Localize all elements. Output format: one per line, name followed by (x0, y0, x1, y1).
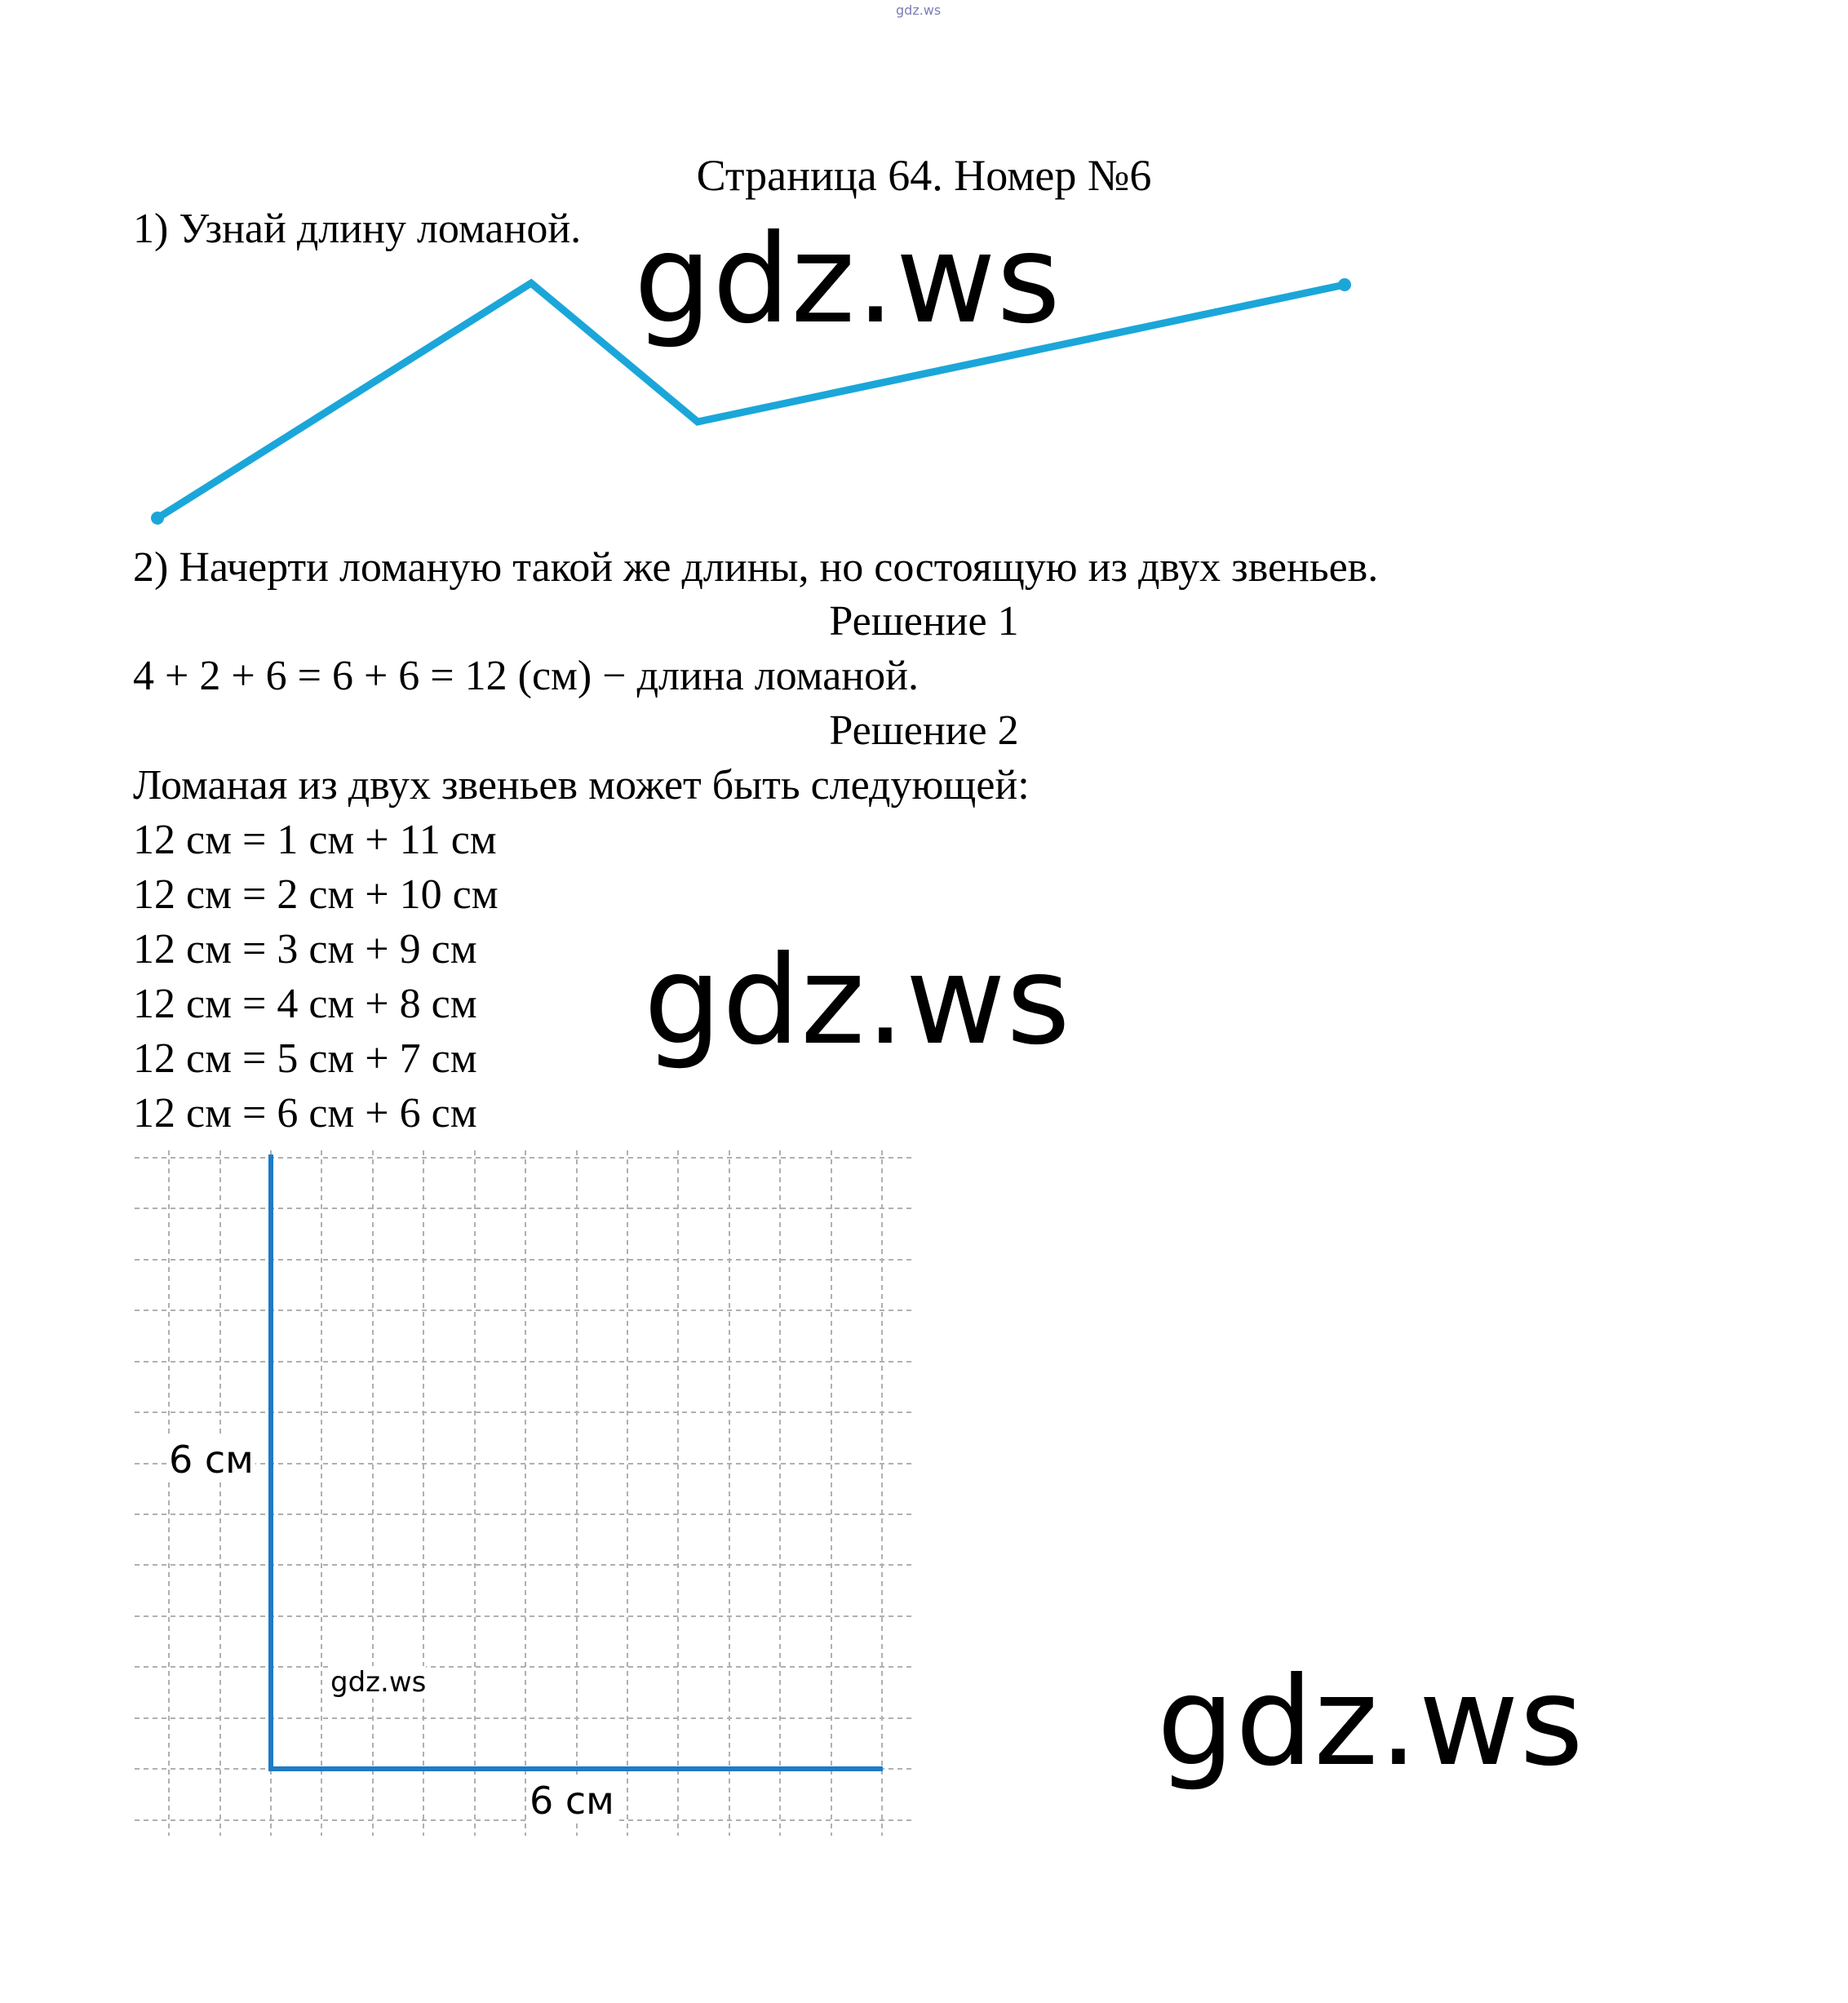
solution-2-line: 12 см = 5 см + 7 см (133, 1035, 477, 1082)
solution-1-equation: 4 + 2 + 6 = 6 + 6 = 12 (см) − длина ломаной. (133, 653, 919, 699)
task-2-text: 2) Начерти ломаную такой же длины, но состоящую из двух звеньев. (133, 544, 1379, 591)
grid-watermark: gdz.ws (330, 1666, 427, 1699)
horizontal-segment-label: 6 см (530, 1779, 614, 1823)
watermark-gdz-3: gdz.ws (1157, 1651, 1584, 1793)
page-title: Страница 64. Номер №6 (696, 151, 1152, 200)
solution-2-line: 12 см = 2 см + 10 см (133, 871, 499, 918)
task-1-text: 1) Узнай длину ломаной. (133, 206, 582, 252)
solution-2-intro: Ломаная из двух звеньев может быть следующей: (133, 762, 1030, 809)
solution-2-line: 12 см = 3 см + 9 см (133, 926, 477, 973)
watermark-gdz-1: gdz.ws (634, 209, 1061, 351)
grid (135, 1150, 914, 1836)
solution-2-line: 12 см = 1 см + 11 см (133, 817, 497, 863)
solution-2-line: 12 см = 6 см + 6 см (133, 1090, 477, 1137)
solution-1-heading: Решение 1 (829, 598, 1019, 645)
watermark-gdz-2: gdz.ws (644, 930, 1071, 1072)
solution-2-heading: Решение 2 (829, 707, 1019, 754)
top-watermark: gdz.ws (896, 2, 942, 18)
vertical-segment-label: 6 см (169, 1438, 254, 1482)
solution-2-line: 12 см = 4 см + 8 см (133, 981, 477, 1027)
